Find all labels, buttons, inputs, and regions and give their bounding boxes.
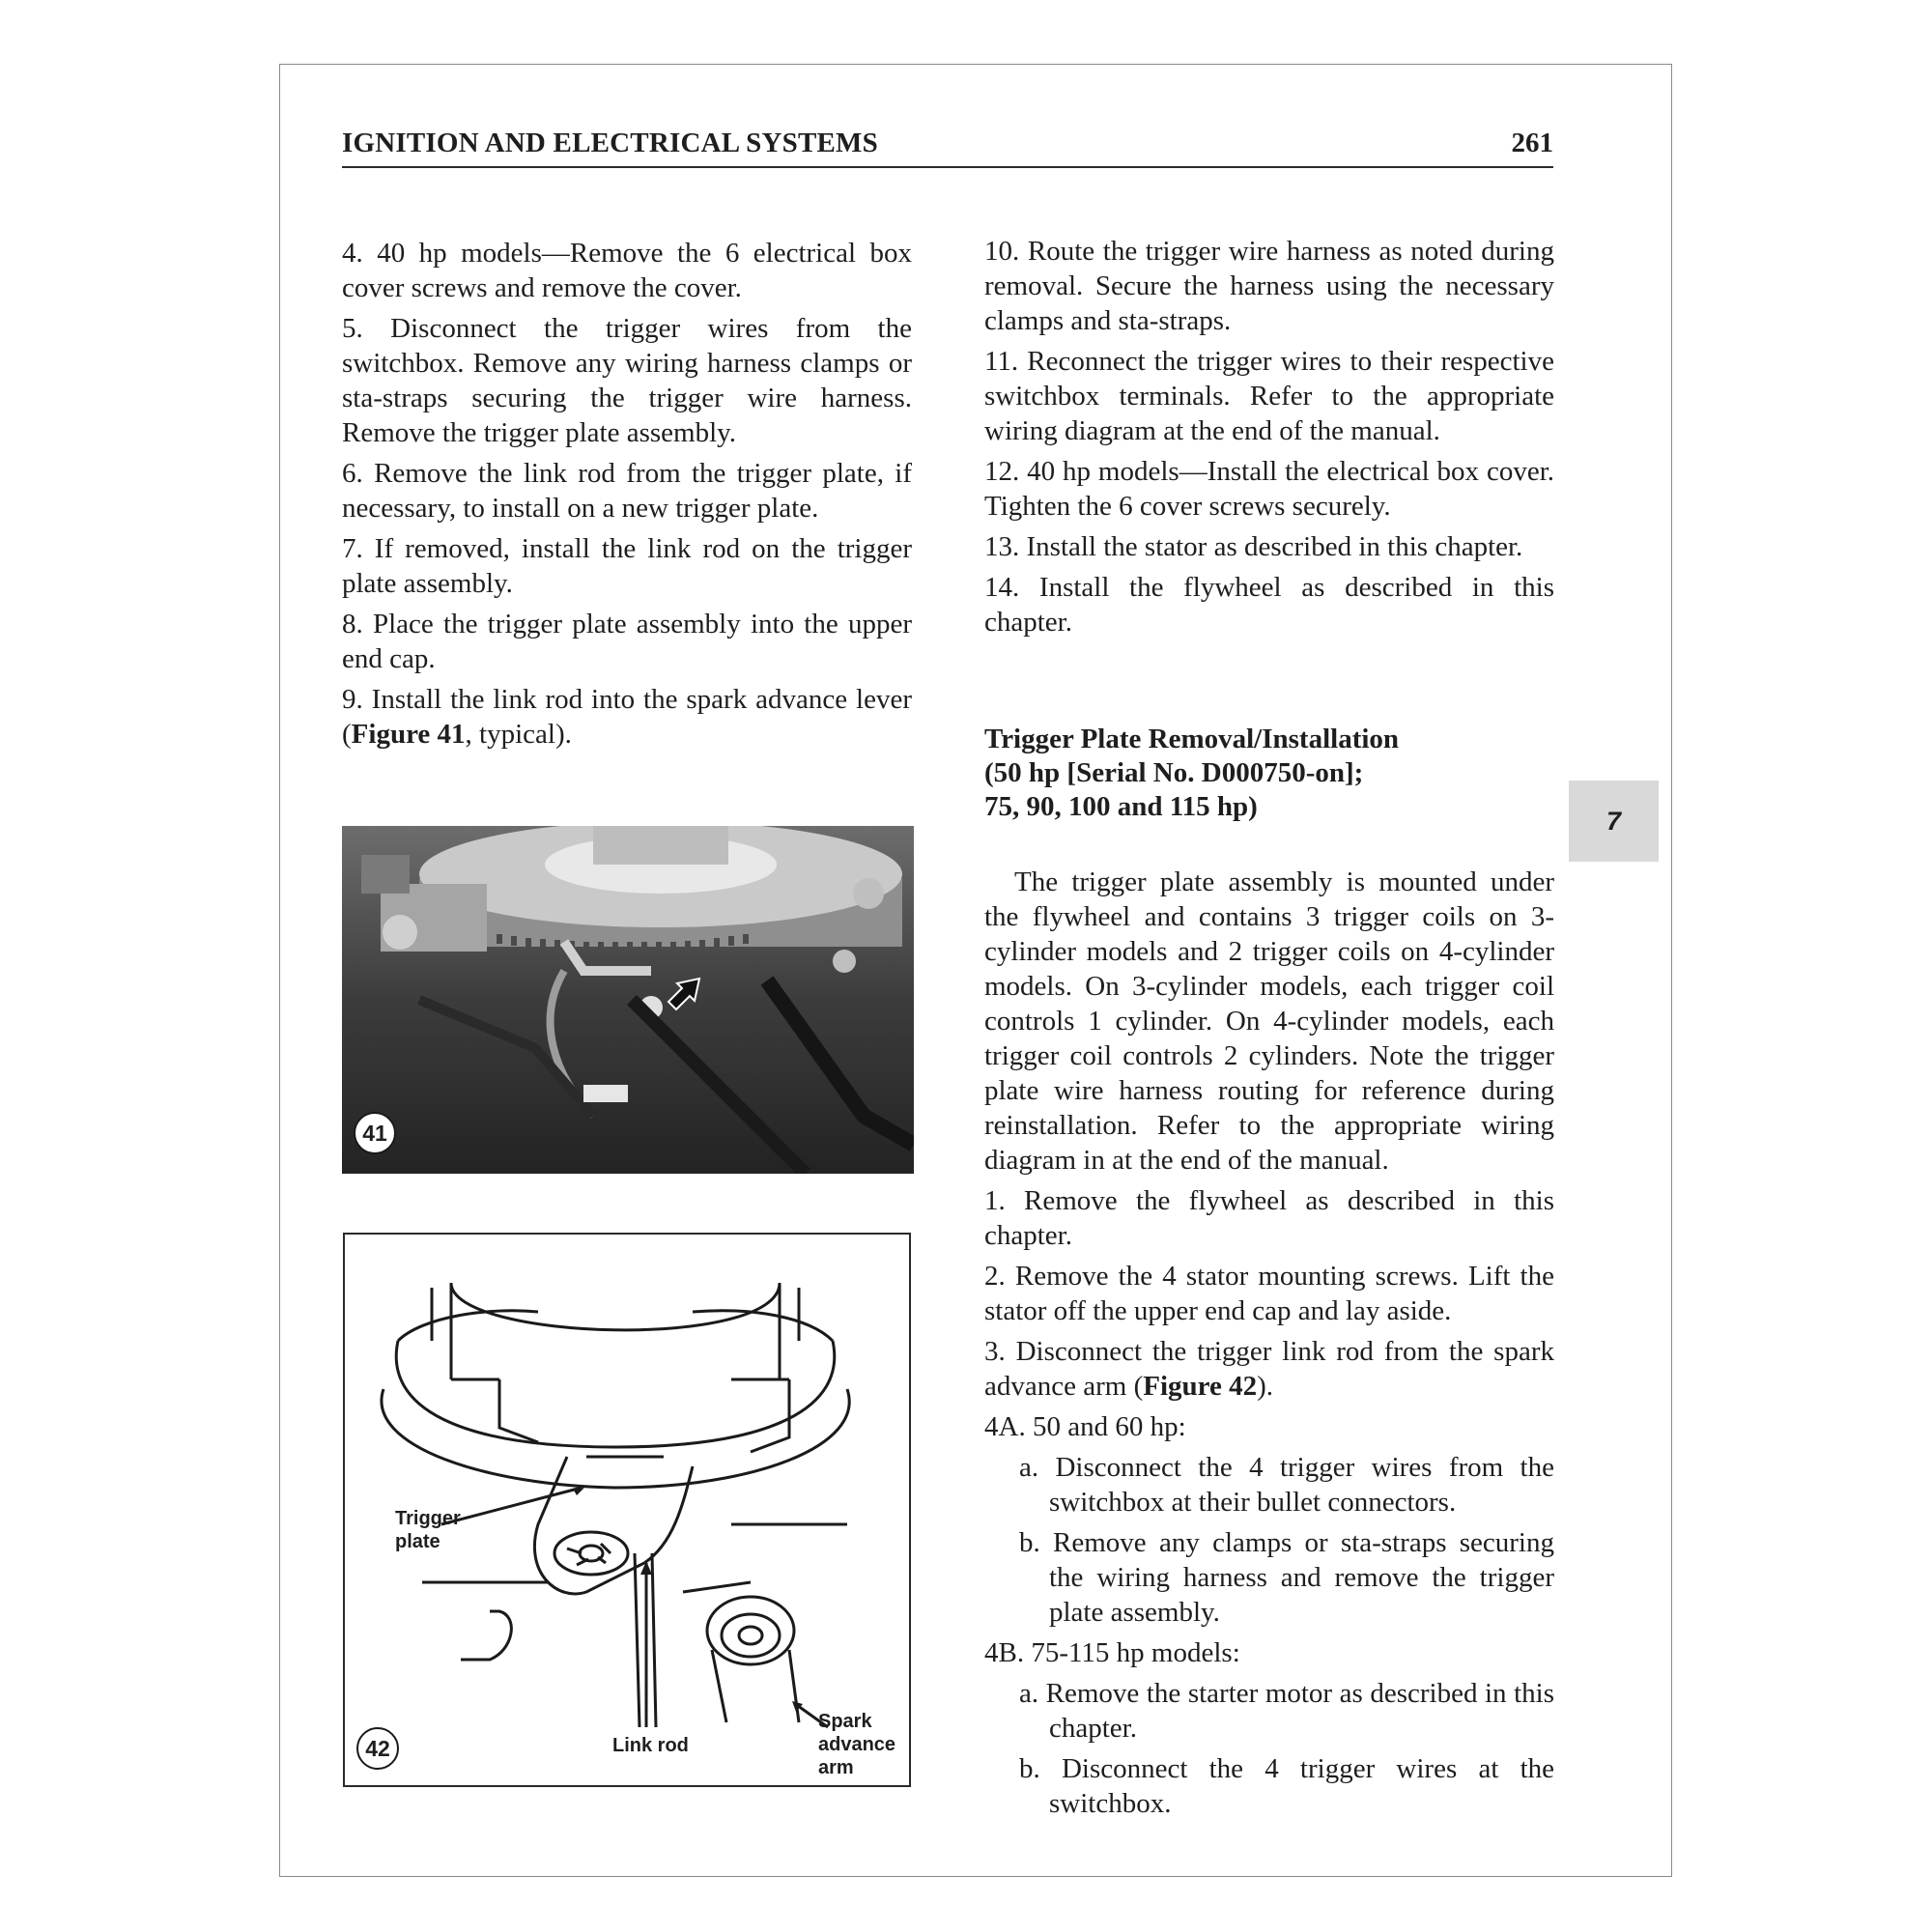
figure-42-reference[interactable]: Figure 42: [1143, 1371, 1258, 1402]
running-head: [342, 124, 1553, 168]
step-4a-item-b: b. Remove any clamps or sta-straps securing the wiring harness and remove the trigger plate assembly.: [1019, 1527, 1554, 1628]
engine-photo-illustration: [342, 826, 914, 1174]
right-column: [984, 234, 1554, 1827]
step-3-text-end: ).: [1257, 1371, 1274, 1402]
link-rod-callout: Link rod: [612, 1735, 689, 1756]
step-8-paragraph: 8. Place the trigger plate assembly into the upper end cap.: [342, 609, 912, 674]
step-14-paragraph: 14. Install the flywheel as described in this chapter.: [984, 572, 1554, 638]
step-4a-item-a: a. Disconnect the 4 trigger wires from the switchbox at their bullet connectors.: [1019, 1452, 1554, 1518]
page-number: 261: [1511, 128, 1553, 158]
step-4b-label: 4B. 75-115 hp models:: [984, 1637, 1240, 1668]
step-11-paragraph: 11. Reconnect the trigger wires to their respective switchbox terminals. Refer to the appropriate wiring diagram at the end of the manual.: [984, 346, 1554, 446]
section-heading-line-3: 75, 90, 100 and 115 hp): [984, 791, 1258, 822]
step-3-paragraph: [984, 1334, 1554, 1404]
intro-paragraph: The trigger plate assembly is mounted under the flywheel and contains 3 trigger coils on 3-cylinder models and 2 trigger coils on 4-cylinder models. On 3-cylinder models, each trigger coil controls 1 cylinder. On 4-cylinder models, each trigger coil controls 2 cylinders. Note the trigger plate wire harness routing for reference during reinstallation. Refer to the appropriate wiring diagram in at the end of the manual.: [984, 867, 1554, 1176]
spark-advance-arm-callout: Spark advance arm: [818, 1711, 896, 1778]
figure-41-reference[interactable]: Figure 41: [351, 719, 466, 750]
step-9-paragraph: [342, 682, 912, 752]
step-4-paragraph: 4. 40 hp models—Remove the 6 electrical box cover screws and remove the cover.: [342, 238, 912, 303]
step-9-text-end: , typical).: [465, 719, 572, 750]
step-4b-item-a: a. Remove the starter motor as described in this chapter.: [1019, 1678, 1554, 1744]
step-1-paragraph: 1. Remove the flywheel as described in this chapter.: [984, 1185, 1554, 1251]
step-13-paragraph: 13. Install the stator as described in this chapter.: [984, 531, 1523, 562]
figure-41-photo: [342, 826, 914, 1174]
chapter-tab[interactable]: 7: [1569, 781, 1659, 862]
step-3-text: 3. Disconnect the trigger link rod from the spark advance arm (: [984, 1336, 1554, 1402]
trigger-plate-callout: Trigger plate: [395, 1508, 461, 1552]
section-heading-line-1: Trigger Plate Removal/Installation: [984, 724, 1400, 754]
figure-42-number-badge: 42: [356, 1727, 399, 1770]
step-4a-label: 4A. 50 and 60 hp:: [984, 1411, 1186, 1442]
step-4b-item-b: b. Disconnect the 4 trigger wires at the switchbox.: [1019, 1753, 1554, 1819]
section-heading-line-2: (50 hp [Serial No. D000750-on];: [984, 757, 1364, 788]
step-2-paragraph: 2. Remove the 4 stator mounting screws. Lift the stator off the upper end cap and lay aside.: [984, 1261, 1554, 1326]
step-7-paragraph: 7. If removed, install the link rod on the trigger plate assembly.: [342, 533, 912, 599]
left-column: [342, 236, 912, 757]
step-5-paragraph: 5. Disconnect the trigger wires from the switchbox. Remove any wiring harness clamps or sta-straps securing the trigger wire harness. Remove the trigger plate assembly.: [342, 313, 912, 448]
figure-41-number-badge: 41: [354, 1112, 396, 1154]
step-6-paragraph: 6. Remove the link rod from the trigger plate, if necessary, to install on a new trigger plate.: [342, 458, 912, 524]
section-heading: [984, 723, 1554, 824]
step-9-text: 9. Install the link rod into the spark advance lever (: [342, 684, 912, 750]
running-title: IGNITION AND ELECTRICAL SYSTEMS: [342, 128, 878, 158]
figure-42-drawing: [343, 1233, 911, 1787]
step-10-paragraph: 10. Route the trigger wire harness as noted during removal. Secure the harness using the necessary clamps and sta-straps.: [984, 236, 1554, 336]
step-12-paragraph: 12. 40 hp models—Install the electrical box cover. Tighten the 6 cover screws securely.: [984, 456, 1554, 522]
